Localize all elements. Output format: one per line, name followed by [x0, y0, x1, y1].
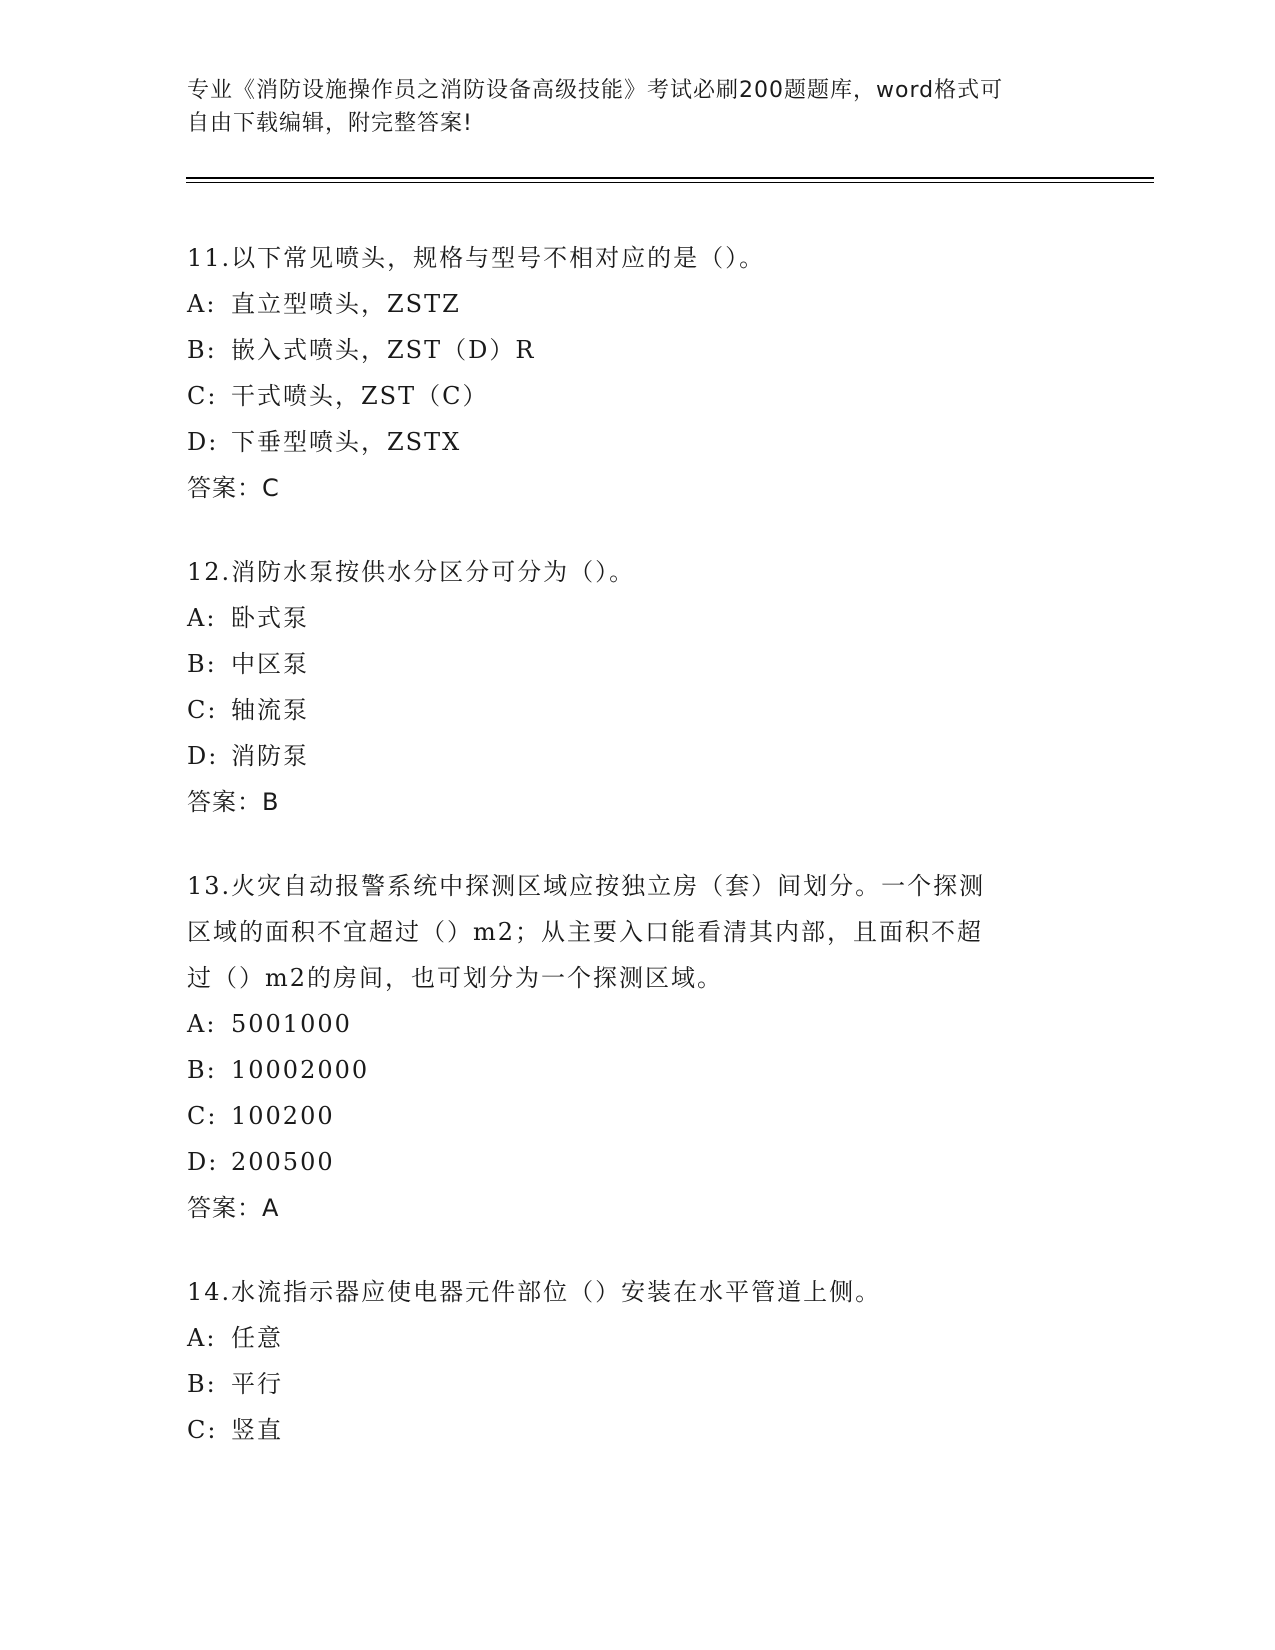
answer-option	[187, 1315, 1087, 1361]
option-key: A:	[187, 604, 217, 632]
answer-option	[187, 1093, 1087, 1139]
option-text: 10002000	[231, 1056, 370, 1084]
option-key: B:	[187, 650, 217, 678]
answer-line: 答案：C	[187, 474, 280, 502]
question-stem-line: 12.消防水泵按供水分区分可分为（）。	[187, 558, 636, 586]
question-stem-line: 过（）m2的房间，也可划分为一个探测区域。	[187, 964, 724, 992]
option-key: C:	[187, 696, 218, 724]
option-text: 中区泵	[231, 650, 309, 678]
option-key: A:	[187, 1324, 217, 1352]
question-stem-line: 14.水流指示器应使电器元件部位（）安装在水平管道上侧。	[187, 1278, 882, 1306]
option-key: B:	[187, 336, 217, 364]
answer-option	[187, 1139, 1087, 1185]
option-key: D:	[187, 742, 219, 770]
document-header	[187, 74, 1067, 140]
question-stem-line: 13.火灾自动报警系统中探测区域应按独立房（套）间划分。一个探测	[187, 872, 986, 900]
answer-option	[187, 641, 1087, 687]
question-list	[187, 235, 1087, 1491]
option-text: 下垂型喷头，ZSTX	[231, 428, 462, 456]
option-text: 5001000	[231, 1010, 352, 1038]
answer-line: 答案：B	[187, 788, 280, 816]
answer-line: 答案：A	[187, 1194, 280, 1222]
answer-option	[187, 373, 1087, 419]
option-text: 消防泵	[231, 742, 309, 770]
option-key: D:	[187, 428, 219, 456]
answer-option	[187, 281, 1087, 327]
header-line-2: 自由下载编辑，附完整答案!	[187, 111, 473, 136]
answer-option	[187, 595, 1087, 641]
option-key: A:	[187, 1010, 217, 1038]
answer-option	[187, 733, 1087, 779]
question-stem	[187, 235, 1087, 281]
option-text: 任意	[231, 1324, 283, 1352]
option-key: C:	[187, 1416, 218, 1444]
question-stem	[187, 863, 1087, 1001]
option-text: 卧式泵	[231, 604, 309, 632]
option-key: C:	[187, 382, 218, 410]
answer-option	[187, 1047, 1087, 1093]
question-block	[187, 1269, 1087, 1453]
option-key: B:	[187, 1056, 217, 1084]
option-text: 直立型喷头，ZSTZ	[231, 290, 461, 318]
option-key: B:	[187, 1370, 217, 1398]
option-text: 平行	[231, 1370, 283, 1398]
header-rule-thin	[186, 182, 1154, 183]
answer-option	[187, 419, 1087, 465]
answer-option	[187, 327, 1087, 373]
question-block	[187, 549, 1087, 825]
question-stem-line: 11.以下常见喷头，规格与型号不相对应的是（）。	[187, 244, 766, 272]
question-stem	[187, 1269, 1087, 1315]
option-text: 嵌入式喷头，ZST（D）R	[231, 336, 536, 364]
option-text: 轴流泵	[231, 696, 309, 724]
option-key: C:	[187, 1102, 218, 1130]
question-stem	[187, 549, 1087, 595]
answer-option	[187, 1001, 1087, 1047]
answer-option	[187, 1407, 1087, 1453]
question-block	[187, 235, 1087, 511]
option-text: 竖直	[231, 1416, 283, 1444]
option-key: D:	[187, 1148, 219, 1176]
question-block	[187, 863, 1087, 1231]
answer-option	[187, 1361, 1087, 1407]
header-line-1: 专业《消防设施操作员之消防设备高级技能》考试必刷200题题库，word格式可	[187, 78, 1004, 103]
header-rule-thick	[186, 177, 1154, 179]
answer-option	[187, 687, 1087, 733]
option-text: 200500	[231, 1148, 335, 1176]
question-stem-line: 区域的面积不宜超过（）m2；从主要入口能看清其内部，且面积不超	[187, 918, 984, 946]
option-key: A:	[187, 290, 217, 318]
option-text: 干式喷头，ZST（C）	[231, 382, 489, 410]
option-text: 100200	[231, 1102, 335, 1130]
